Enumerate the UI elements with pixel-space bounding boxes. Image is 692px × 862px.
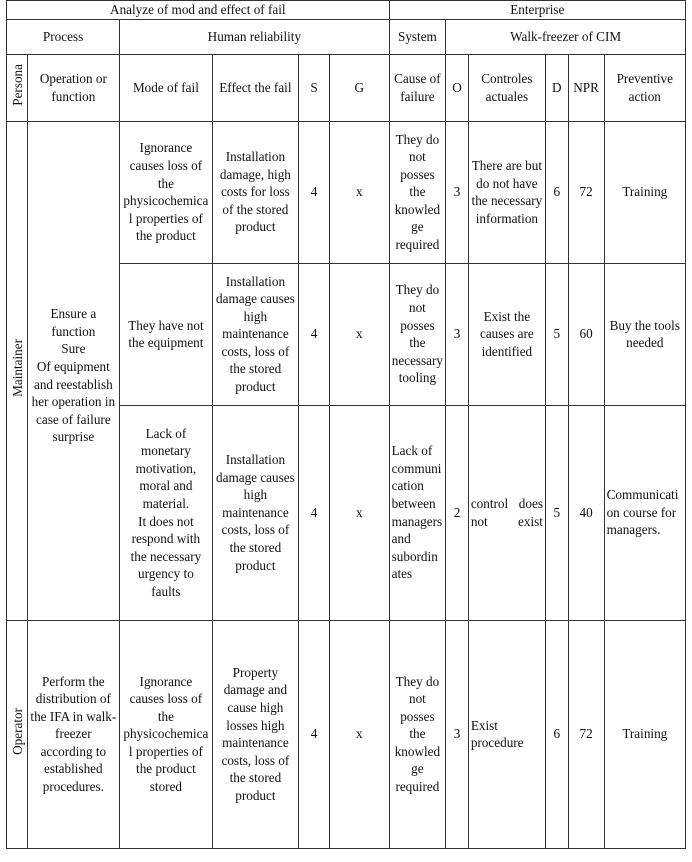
effect-cell: Installation damage, high costs for loss of the stored product — [212, 121, 298, 263]
severity-cell: 4 — [299, 620, 330, 848]
g-cell: x — [329, 263, 389, 405]
occurrence-cell: 3 — [446, 121, 469, 263]
npr-cell: 72 — [568, 620, 604, 848]
severity-cell: 4 — [299, 121, 330, 263]
cause-cell: Lack of communication between managers and subordinates — [389, 405, 446, 620]
walk-freezer-header: Walk-freezer of CIM — [446, 19, 686, 54]
control-cell: control does not exist — [468, 405, 545, 620]
mode-cell: Ignorance causes loss of the physicochemical properties of the product — [120, 121, 213, 263]
g-cell: x — [329, 405, 389, 620]
operator-label: Operator — [10, 708, 25, 756]
g-column-header: G — [329, 54, 389, 121]
detection-cell: 6 — [545, 620, 568, 848]
occurrence-cell: 3 — [446, 263, 469, 405]
control-cell: Exist the causes are identified — [468, 263, 545, 405]
npr-cell: 40 — [568, 405, 604, 620]
persona-column-header — [7, 54, 28, 121]
action-cell: Communication course for managers. — [604, 405, 685, 620]
cause-cell: They do not posses the knowledge required — [389, 121, 446, 263]
function-line: Sure — [61, 341, 86, 357]
detection-cell: 5 — [545, 263, 568, 405]
detection-cell: 6 — [545, 121, 568, 263]
s-column-header: S — [299, 54, 330, 121]
o-column-header: O — [446, 54, 469, 121]
effect-column-header: Effect the fail — [212, 54, 298, 121]
operation-column-header: Operation or function — [27, 54, 120, 121]
function-line: Ensure a function — [50, 306, 97, 339]
detection-cell: 5 — [545, 405, 568, 620]
cause-cell: They do not posses the knowledge required — [389, 620, 446, 848]
g-cell: x — [329, 620, 389, 848]
human-reliability-header: Human reliability — [120, 19, 390, 54]
mode-cell: They have not the equipment — [120, 263, 213, 405]
severity-cell: 4 — [299, 405, 330, 620]
effect-cell: Property damage and cause high losses high maintenance costs, loss of the stored product — [212, 620, 298, 848]
controles-column-header: Controles actuales — [468, 54, 545, 121]
npr-column-header: NPR — [568, 54, 604, 121]
function-line: Of equipment and reestablish her operation in case of failure surprise — [31, 359, 116, 445]
operator-function-cell: Perform the distribution of the IFA in walk-freezer according to established procedures. — [27, 620, 120, 848]
process-header: Process — [7, 19, 120, 54]
persona-operator — [7, 620, 28, 848]
table-row — [7, 121, 686, 263]
npr-cell: 60 — [568, 263, 604, 405]
table-row — [7, 620, 686, 848]
cause-cell: They do not posses the necessary tooling — [389, 263, 446, 405]
fmea-table — [6, 0, 686, 849]
action-cell: Buy the tools needed — [604, 263, 685, 405]
control-cell: Exist procedure — [468, 620, 545, 848]
cause-column-header: Cause of failure — [389, 54, 446, 121]
mode-of-fail-column-header: Mode of fail — [120, 54, 213, 121]
analyze-title-cell: Analyze of mod and effect of fail — [7, 1, 390, 20]
preventive-column-header: Preventive action — [604, 54, 685, 121]
mode-line: Lack of monetary motivation, moral and material. — [135, 425, 197, 511]
maintainer-label: Maintainer — [10, 339, 25, 398]
mode-cell — [120, 405, 213, 620]
enterprise-title-cell: Enterprise — [389, 1, 685, 20]
action-cell: Training — [604, 620, 685, 848]
occurrence-cell: 2 — [446, 405, 469, 620]
effect-cell: Installation damage causes high maintenance costs, loss of the stored product — [212, 263, 298, 405]
g-cell: x — [329, 121, 389, 263]
d-column-header: D — [545, 54, 568, 121]
persona-maintainer — [7, 121, 28, 620]
persona-label: Persona — [10, 64, 25, 107]
occurrence-cell: 3 — [446, 620, 469, 848]
effect-cell: Installation damage causes high maintenance costs, loss of the stored product — [212, 405, 298, 620]
action-cell: Training — [604, 121, 685, 263]
mode-line: It does not respond with the necessary urgency to faults — [130, 513, 202, 599]
system-header: System — [389, 19, 446, 54]
npr-cell: 72 — [568, 121, 604, 263]
mode-cell: Ignorance causes loss of the physicochemical properties of the product stored — [120, 620, 213, 848]
control-cell: There are but do not have the necessary information — [468, 121, 545, 263]
maintainer-function-cell — [27, 121, 120, 620]
severity-cell: 4 — [299, 263, 330, 405]
